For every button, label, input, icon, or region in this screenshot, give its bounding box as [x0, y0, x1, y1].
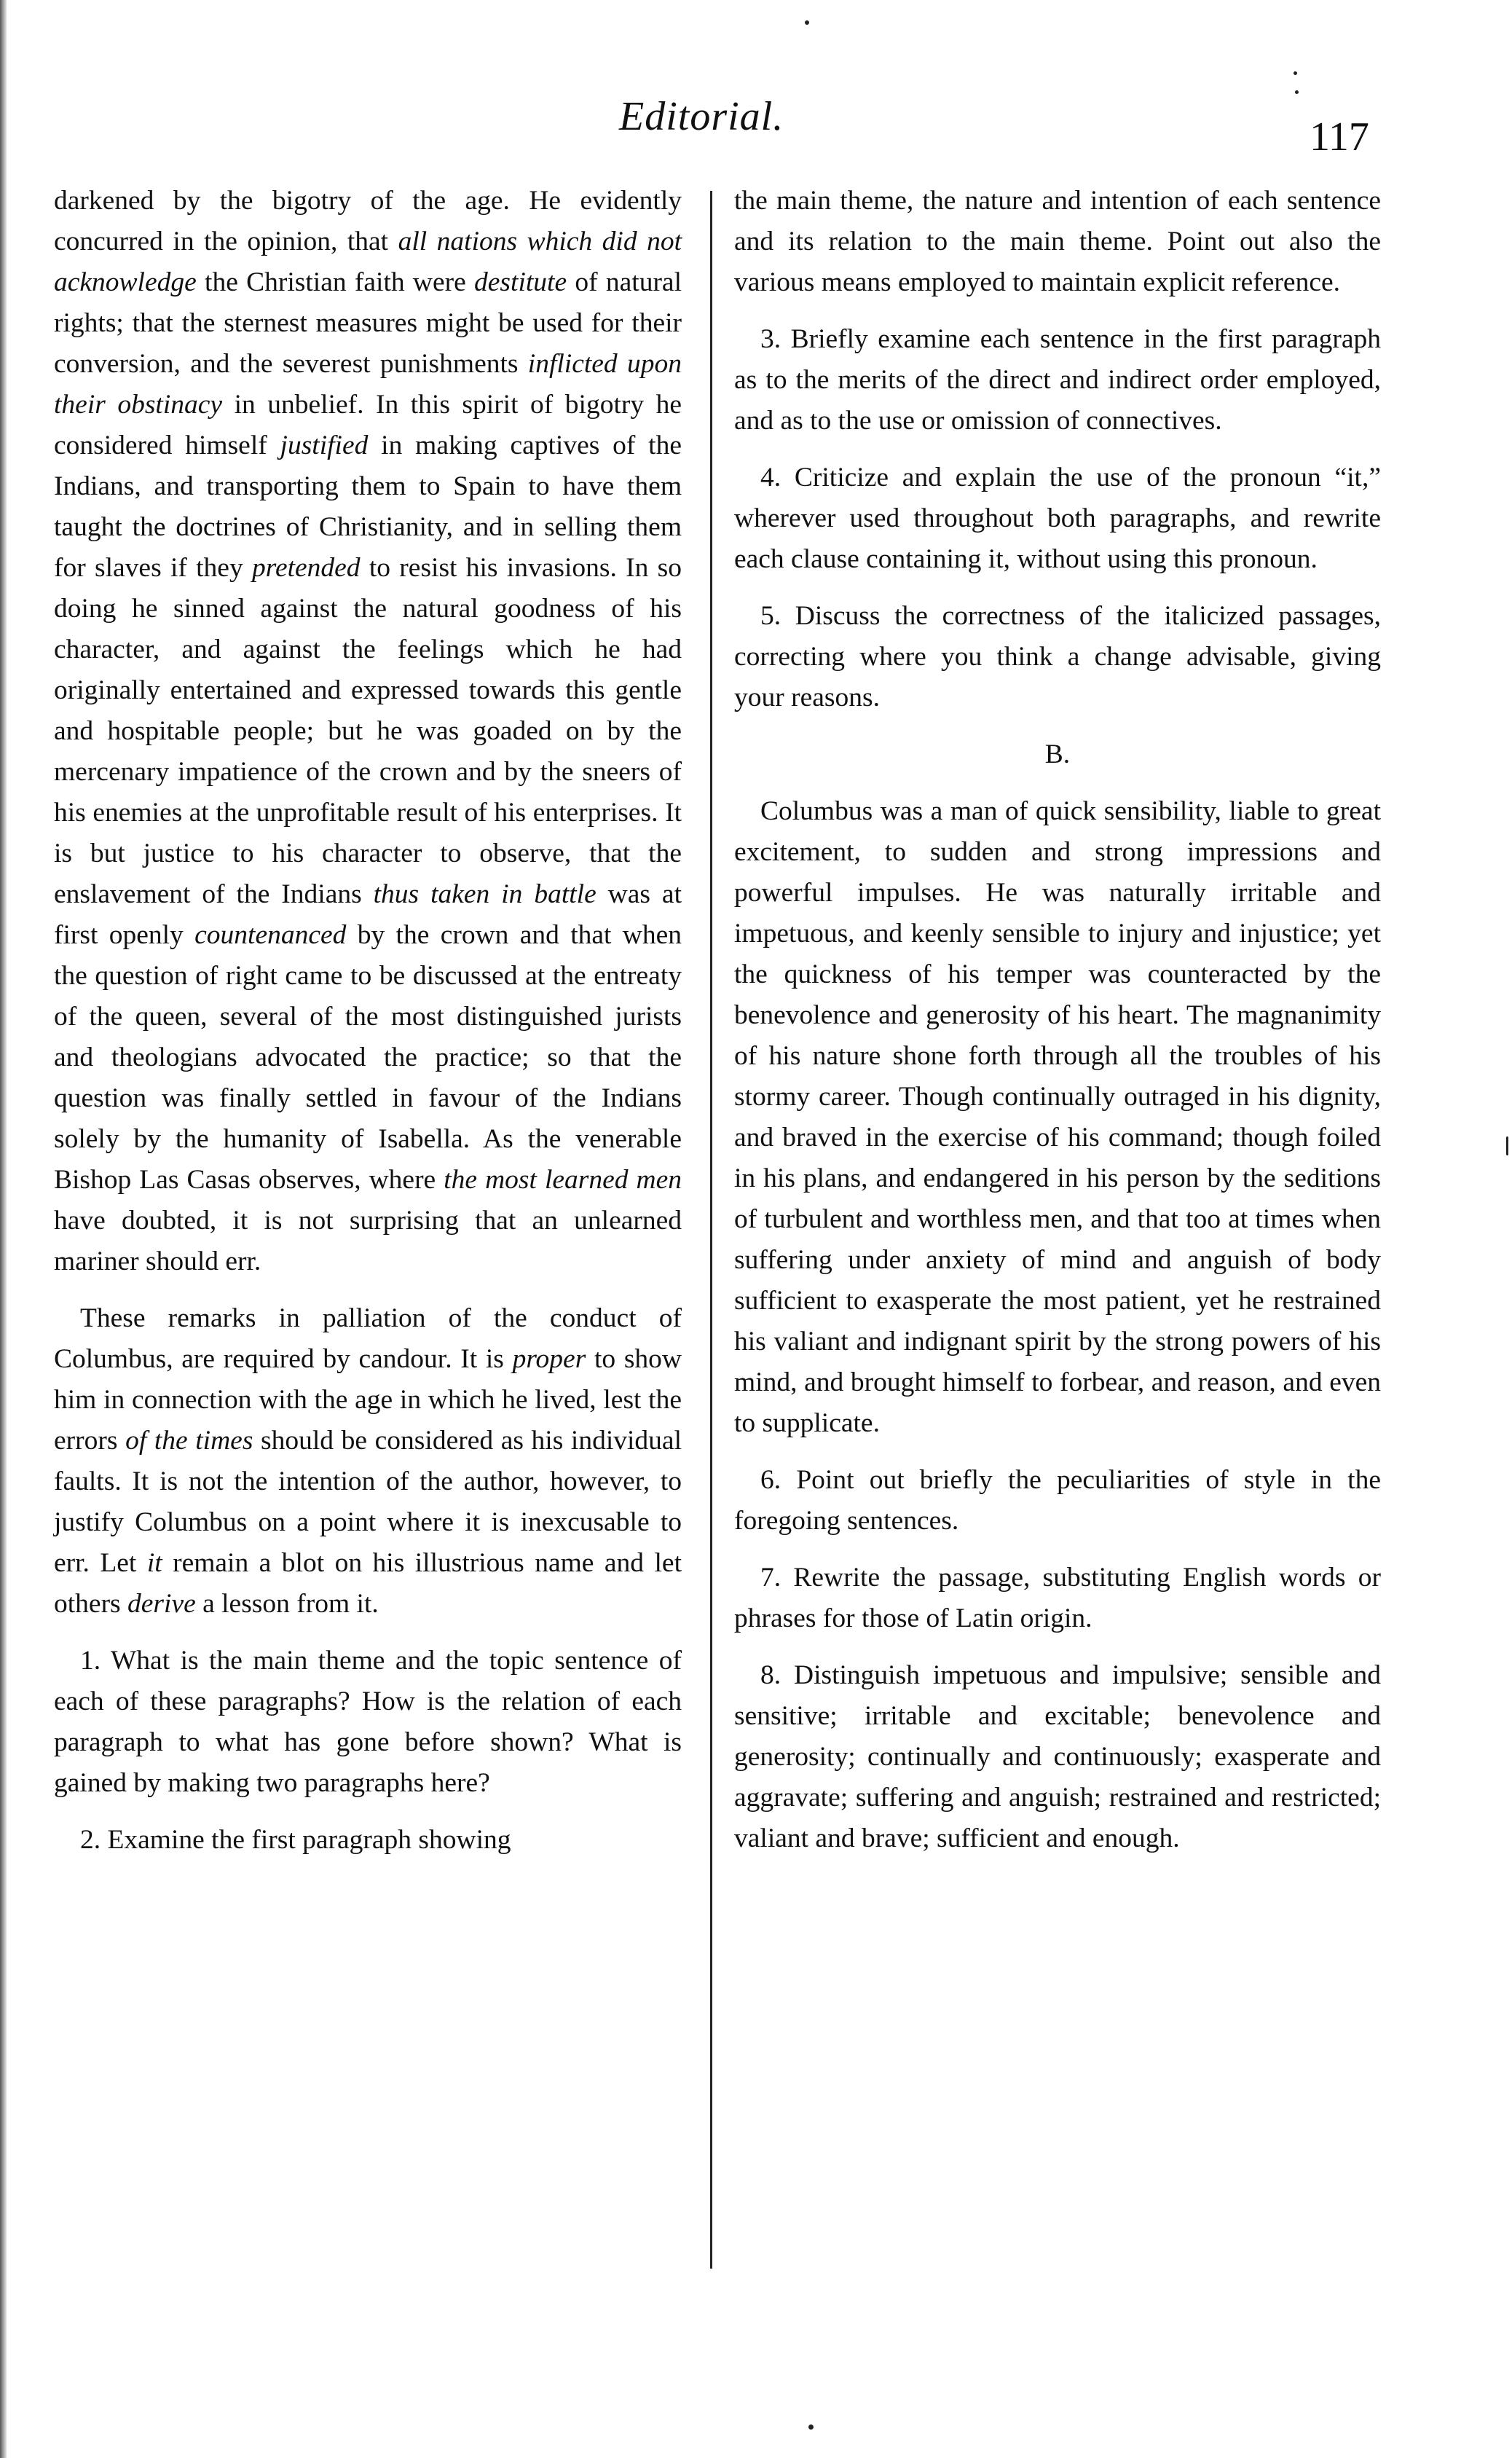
section-heading-b: B.	[1044, 739, 1071, 769]
text-run: darkened by the bigotry of the age. He evidently concurred in the opinion, that	[54, 186, 682, 256]
italic-passage: proper	[512, 1344, 586, 1374]
right-column	[734, 181, 1381, 1859]
italic-passage: destitute	[474, 267, 567, 297]
question-5: 5. Discuss the correctness of the italicized passages, correcting where you think a change advisable, giving your reasons.	[734, 601, 1381, 712]
italic-passage: all nations which did not acknowledge	[54, 227, 682, 297]
italic-passage: it	[146, 1548, 162, 1578]
question-4: 4. Criticize and explain the use of the pronoun “it,” wherever used throughout both paragraphs, and rewrite each clause containing it, without using this pronoun.	[734, 463, 1381, 574]
italic-passage: derive	[127, 1589, 196, 1619]
scan-speck	[808, 2424, 814, 2430]
text-run: These remarks in palliation of the conduct of Columbus, are required by candour. It is	[54, 1303, 682, 1374]
italic-passage: of the times	[125, 1426, 253, 1456]
italic-passage: inflicted upon their obstinacy	[54, 349, 682, 420]
italic-passage: justified	[280, 431, 369, 460]
question-6: 6. Point out briefly the peculiarities of style in the foregoing sentences.	[734, 1465, 1381, 1536]
page-number: 117	[1310, 114, 1369, 160]
italic-passage: thus taken in battle	[373, 879, 596, 909]
scan-speck	[805, 20, 809, 25]
text-run: to resist his invasions. In so doing he sinned against the natural goodness of his character, and against the feelings which he had originally entertained and expressed towards this gentle and hospitable people; but he was goaded on by the mercenary impatience of the crown and by the sneers of his enemies at the unprofitable result of his enterprises. It is but justice to his character to observe, that the enslavement of the Indians	[54, 553, 682, 909]
question-3: 3. Briefly examine each sentence in the first paragraph as to the merits of the direct and indirect order employed, and as to the use or omission of connectives.	[734, 324, 1381, 436]
text-run: by the crown and that when the question of right came to be discussed at the entreaty of the queen, several of the most distinguished jurists and theologians advocated the practice; so that the question was finally settled in favour of the Indians solely by the humanity of Isabella. As the venerable Bishop Las Casas observes, where	[54, 920, 682, 1195]
paragraph-palliation	[54, 1298, 682, 1625]
question-2-start: 2. Examine the first paragraph showing	[80, 1825, 511, 1855]
question-1: 1. What is the main theme and the topic sentence of each of these paragraphs? How is the relation of each paragraph to what has gone before shown? What is gained by making two paragraphs here?	[54, 1646, 682, 1798]
paragraph-columbus-character: Columbus was a man of quick sensibility, liable to great excitement, to sudden and strong impressions and powerful impulses. He was naturally irritable and impetuous, and keenly sensible to injury and injustice; yet the quickness of his temper was counteracted by the benevolence and generosity of his heart. The magnanimity of his nature shone forth through all the troubles of his stormy career. Though continually outraged in his dignity, and braved in the exercise of his command; though foiled in his plans, and endangered in his person by the seditions of turbulent and worthless men, and that too at times when suffering under anxiety of mind and anguish of body sufficient to exasperate the most patient, yet he restrained his valiant and indignant spirit by the strong powers of his mind, and brought himself to forbear, and reason, and even to supplicate.	[734, 796, 1381, 1438]
text-run: in making captives of the Indians, and transporting them to Spain to have them taught the doctrines of Christianity, and in selling them for slaves if they	[54, 431, 682, 583]
question-7: 7. Rewrite the passage, substituting English words or phrases for those of Latin origin.	[734, 1563, 1381, 1633]
scan-speck	[1506, 1136, 1508, 1155]
question-8: 8. Distinguish impetuous and impulsive; sensible and sensitive; irritable and excitable; benevolence and generosity; continually and continuously; exasperate and aggravate; suffering and anguish; restrained and restricted; valiant and brave; sufficient and enough.	[734, 1660, 1381, 1853]
italic-passage: the most learned men	[444, 1165, 682, 1195]
text-run: to show him in connection with the age in which he lived, lest the errors	[54, 1344, 682, 1456]
text-run: a lesson from it.	[195, 1589, 379, 1619]
left-column	[54, 181, 682, 1861]
text-run: have doubted, it is not surprising that an unlearned mariner should err.	[54, 1206, 682, 1276]
italic-passage: pretended	[252, 553, 361, 583]
paragraph-bigotry	[54, 181, 682, 1282]
question-2-continued: the main theme, the nature and intention of each sentence and its relation to the main theme. Point out also the various means employed to maintain explicit reference.	[734, 186, 1381, 297]
italic-passage: countenanced	[194, 920, 347, 950]
column-divider	[710, 191, 712, 2269]
text-run: should be considered as his individual faults. It is not the intention of the author, however, to justify Columbus on a point where it is inexcusable to err. Let	[54, 1426, 682, 1578]
text-run: was at first openly	[54, 879, 682, 950]
scan-speck	[1294, 71, 1297, 75]
scan-speck	[1295, 90, 1299, 94]
page-header-title: Editorial.	[619, 94, 784, 139]
text-run: of natural rights; that the sternest measures might be used for their conversion, and the severest punishments	[54, 267, 682, 379]
text-run: remain a blot on his illustrious name and let others	[54, 1548, 682, 1619]
scan-edge	[0, 0, 7, 2458]
text-run: in unbelief. In this spirit of bigotry he considered himself	[54, 390, 682, 460]
text-run: the Christian faith were	[196, 267, 475, 297]
